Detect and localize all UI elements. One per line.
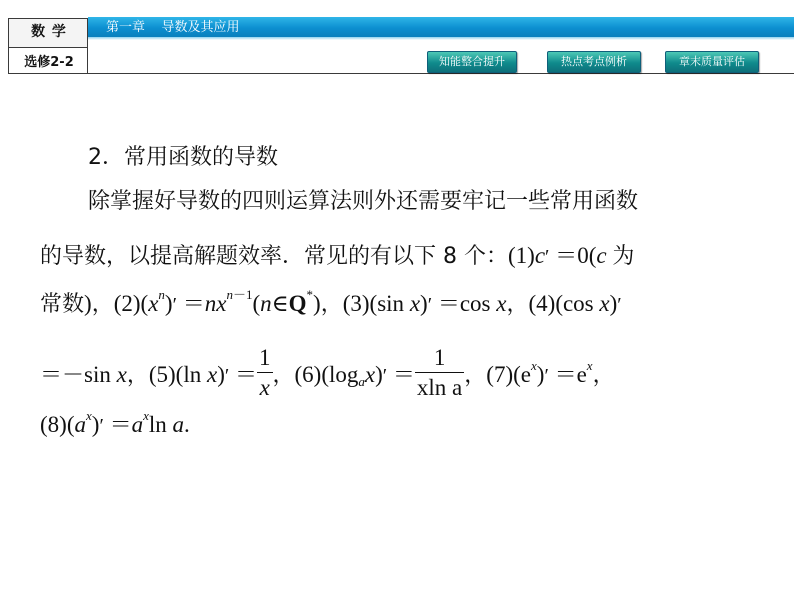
formula-line-2 xyxy=(40,241,634,272)
nav-button-hot-topics[interactable]: 热点考点例析 xyxy=(547,51,641,73)
nav-button-chapter-assessment[interactable]: 章末质量评估 xyxy=(665,51,759,73)
fraction-1-over-x: $\frac{1}{x}$ xyxy=(259,345,271,400)
fraction-1-over-xlna: $\frac{1}{\text{xln a}}$ xyxy=(416,345,463,400)
section-heading: 2．常用函数的导数 xyxy=(88,145,278,170)
intro-line-2: 的导数，以提高解题效率．常见的有以下 8 个： xyxy=(40,244,508,269)
formula-line-5: $(8)(a^x)' =a^x\ln$ a. xyxy=(40,408,190,438)
course-label: 选修2-2 xyxy=(24,55,74,70)
intro-line-1: 除掌握好导数的四则运算法则外还需要牢记一些常用函数 xyxy=(88,189,639,214)
formula-1: (1)c′ ＝0(c 为 xyxy=(508,243,635,269)
subject-label: 数 学 xyxy=(31,24,67,40)
formula-line-3: 常数)，$(2)(x^n)'$ $=nx^{n-1}(n\in Q^*)$，(3)(sin x)′ ＝cos x，(4)(cos x)′ xyxy=(40,287,622,317)
nav-button-integration[interactable]: 知能整合提升 xyxy=(427,51,517,73)
formula-line-4: ＝－sin x，(5)(ln x)′ ＝ $\frac{1}{x}$ ，$(6)(\log_ax)'$ ＝ $\frac{1}{\text{xln a}}$ ，$(7)(e^x)' =e^x$， xyxy=(40,345,615,400)
chapter-title: 第一章 导数及其应用 xyxy=(106,20,240,35)
